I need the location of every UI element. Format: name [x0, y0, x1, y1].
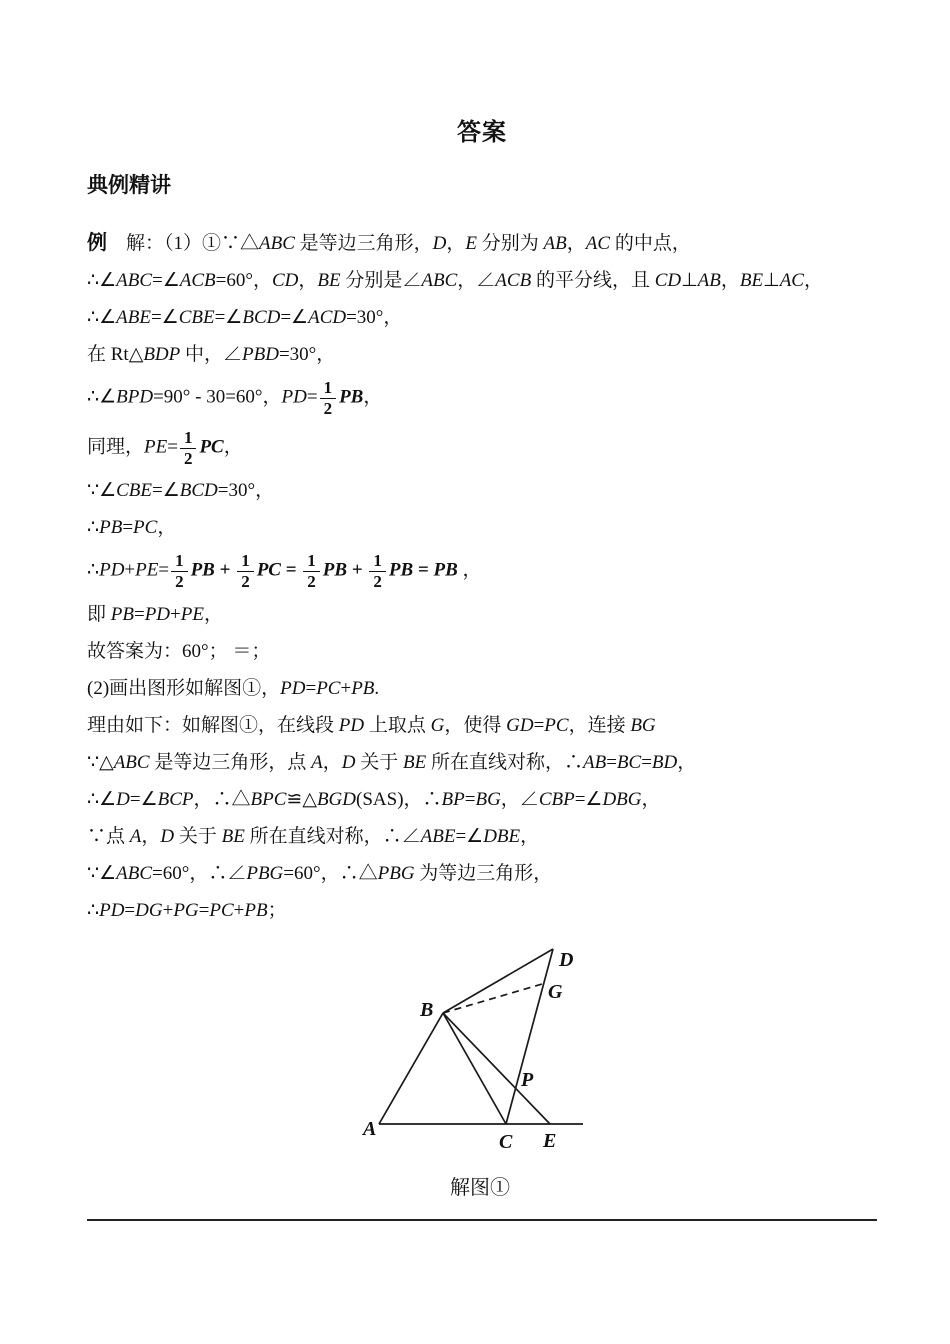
text-segment: 为等边三角形， [414, 863, 553, 885]
text-segment: ，连接 [568, 715, 631, 737]
text-segment: PC [133, 517, 158, 539]
text-segment: =∠ [455, 826, 484, 848]
text-segment: = [305, 678, 317, 700]
point-label-G: G [548, 981, 563, 1004]
text-segment: ∴∠ [87, 270, 117, 291]
section-heading: 典例精讲 [87, 174, 171, 197]
figure-caption: 解图① [450, 1177, 510, 1200]
dashed-segment-BG [443, 984, 542, 1013]
text-segment: 解：（1）①∵△ [107, 233, 260, 254]
text-segment: = [641, 752, 652, 774]
text-segment: = [198, 900, 210, 922]
text-segment: ∴∠ [87, 307, 117, 328]
text-segment: BDP [143, 344, 181, 365]
text-segment: ACB [495, 270, 532, 291]
text-segment: A [311, 752, 323, 774]
segment-BD [443, 949, 553, 1013]
segment-DC [506, 949, 553, 1124]
text-segment: PE [135, 560, 159, 582]
text-segment: 分别是∠ [340, 270, 422, 291]
text-segment: BPD [116, 386, 154, 408]
text-segment: ACB [179, 270, 216, 291]
page-title: 答案 [457, 119, 507, 146]
text-segment: ABC [259, 233, 295, 254]
footer-rule [87, 1219, 877, 1221]
text-segment: CBE [116, 480, 153, 502]
text-segment: =60°，∴△ [283, 863, 378, 885]
text-segment: PD [280, 678, 306, 700]
text-segment: PBG [246, 863, 284, 885]
text-segment: BE [317, 270, 341, 291]
text-segment: CBE [178, 307, 215, 328]
text-segment: ABC [116, 270, 153, 291]
text-segment: + [233, 900, 245, 922]
text-segment: 关于 [355, 752, 403, 774]
text-segment: ∵点 [87, 826, 130, 848]
text-segment: ABC [421, 270, 458, 291]
text-segment: =60°， [215, 270, 272, 291]
text-segment: D [116, 789, 130, 811]
text-segment: = [464, 789, 476, 811]
text-segment: =∠ [152, 480, 180, 502]
text-segment: PC [316, 678, 341, 700]
text-segment: D [341, 752, 356, 774]
point-label-P: P [521, 1069, 534, 1092]
solution-line [87, 379, 877, 418]
text-segment: 所在直线对称，∴ [426, 752, 583, 774]
text-segment: E [465, 233, 478, 254]
solution-line [87, 478, 877, 504]
text-segment: PBD [242, 344, 279, 365]
text-segment: ， [457, 560, 482, 582]
text-segment: = [533, 715, 545, 737]
text-segment: 的中点， [610, 233, 691, 254]
text-segment: 例 [87, 232, 107, 254]
text-segment: BP [441, 789, 465, 811]
geometry-figure [360, 936, 600, 1171]
solution-line [87, 713, 877, 739]
solution-line [87, 861, 877, 887]
text-segment: PB [244, 900, 268, 922]
solution-line [87, 602, 877, 628]
text-segment: PD [338, 715, 365, 737]
text-segment: 在 Rt△ [87, 344, 144, 365]
text-segment: = [158, 560, 170, 582]
text-segment: PC [256, 560, 281, 582]
text-segment: 同理， [87, 436, 145, 458]
text-segment: ∴∠ [87, 789, 117, 811]
solution-figure [360, 936, 600, 1201]
solution-line [87, 515, 877, 541]
solution-line [87, 824, 877, 850]
text-segment: PB [433, 560, 458, 582]
text-segment: ⊥ [681, 270, 698, 291]
fraction: $\frac{1}{2}$ [320, 379, 337, 418]
text-segment: G [430, 715, 445, 737]
text-segment: ， [223, 436, 243, 458]
text-segment: PB [99, 517, 123, 539]
solution-line [87, 552, 877, 591]
fraction: $\frac{1}{2}$ [237, 552, 254, 591]
text-segment: 分别为 [477, 233, 544, 254]
text-segment: DG [135, 900, 163, 922]
text-segment: 故答案为：60°； ＝； [87, 641, 271, 663]
text-segment: GD [506, 715, 534, 737]
text-segment: BGD [316, 789, 357, 811]
text-segment: ， [141, 826, 161, 848]
text-segment: DBE [483, 826, 521, 848]
text-segment: + [340, 678, 352, 700]
text-segment: PB [110, 604, 134, 626]
text-segment: PE [144, 436, 168, 458]
text-segment: BC [616, 752, 642, 774]
fraction: $\frac{1}{2}$ [180, 429, 197, 468]
text-segment: =60°，∴∠ [152, 863, 247, 885]
fraction: $\frac{1}{2}$ [171, 552, 188, 591]
text-segment: ABC [116, 863, 153, 885]
text-segment: ， [157, 517, 177, 539]
solution-line [87, 750, 877, 776]
text-segment: = [122, 517, 134, 539]
text-segment: ，∠ [500, 789, 539, 811]
text-segment: = [124, 900, 136, 922]
text-segment: D [160, 826, 175, 848]
text-segment: PG [173, 900, 199, 922]
text-segment: PD [144, 604, 171, 626]
text-segment: = [606, 752, 617, 774]
text-segment: =30°， [278, 344, 336, 365]
text-segment: BD [651, 752, 678, 774]
text-segment: 上取点 [364, 715, 431, 737]
text-segment: + [170, 604, 181, 626]
text-segment: + [162, 900, 174, 922]
solution-line [87, 429, 877, 468]
text-segment: = [280, 560, 302, 582]
text-segment: ， [803, 270, 823, 291]
text-segment: PB [339, 386, 364, 408]
point-label-E: E [543, 1130, 557, 1153]
solution-line [87, 230, 877, 257]
text-segment: PBG [377, 863, 415, 885]
text-segment: AB [582, 752, 607, 774]
text-segment: ∴ [87, 560, 100, 582]
point-label-D: D [559, 949, 574, 972]
text-segment: PB [190, 560, 215, 582]
text-segment: . [374, 678, 380, 700]
text-segment: PB [351, 678, 375, 700]
text-segment: =∠ [574, 789, 603, 811]
text-segment: =30°， [346, 307, 403, 328]
text-segment: BG [475, 789, 501, 811]
text-segment: =∠ [129, 789, 158, 811]
text-segment: 关于 [174, 826, 222, 848]
fraction: $\frac{1}{2}$ [303, 552, 320, 591]
text-segment: ， [677, 752, 697, 774]
text-segment: 是等边三角形，点 [149, 752, 312, 774]
text-segment: PE [180, 604, 204, 626]
text-segment: ； [267, 900, 287, 922]
text-segment: ， [363, 386, 383, 408]
text-segment: 即 [87, 604, 111, 626]
point-label-B: B [420, 999, 434, 1022]
text-segment: ABE [116, 307, 151, 328]
text-segment: ∵△ [87, 752, 114, 774]
text-segment: = [413, 560, 434, 582]
text-segment: AB [543, 233, 567, 254]
text-segment: ， [322, 752, 342, 774]
text-segment: PC [199, 436, 224, 458]
text-segment: PC [544, 715, 569, 737]
text-segment: ， [720, 270, 740, 291]
text-segment: BCP [157, 789, 194, 811]
text-segment: ABE [420, 826, 456, 848]
text-segment: 所在直线对称，∴∠ [244, 826, 421, 848]
text-segment: ， [520, 826, 540, 848]
text-segment: BG [630, 715, 656, 737]
solution-line [87, 268, 877, 294]
text-segment: = [306, 386, 318, 408]
solution-lines [87, 230, 877, 924]
text-segment: A [129, 826, 142, 848]
text-segment: ， [203, 604, 223, 626]
text-segment: =∠ [152, 270, 180, 291]
text-segment: ， [298, 270, 318, 291]
text-segment: (2)画出图形如解图①， [87, 678, 281, 700]
text-segment: ∵∠ [87, 480, 117, 502]
text-segment: BE [739, 270, 764, 291]
text-segment: BPC [250, 789, 287, 811]
text-segment: PD [99, 560, 125, 582]
text-segment: ， [566, 233, 586, 254]
text-segment: PD [99, 900, 125, 922]
point-label-A: A [363, 1118, 377, 1141]
text-segment: =∠ [150, 307, 179, 328]
text-segment: AC [779, 270, 804, 291]
text-segment: 是等边三角形， [294, 233, 433, 254]
text-segment: AC [585, 233, 611, 254]
solution-line [87, 787, 877, 813]
text-segment: =30°， [217, 480, 275, 502]
text-segment: ≌△ [286, 789, 317, 811]
solution-line [87, 342, 877, 368]
fraction: $\frac{1}{2}$ [369, 552, 386, 591]
solution-line [87, 898, 877, 924]
text-segment: + [124, 560, 136, 582]
text-segment: =90° - 30=60°， [153, 386, 282, 408]
text-segment: ∴ [87, 517, 100, 539]
text-segment: (SAS)，∴ [356, 789, 442, 811]
text-segment: BCD [179, 480, 218, 502]
solution-line [87, 676, 877, 702]
text-segment: BCD [242, 307, 281, 328]
text-segment: 理由如下：如解图①，在线段 [87, 715, 339, 737]
text-segment: PB [322, 560, 348, 582]
text-segment: ，∠ [457, 270, 496, 291]
text-segment: D [432, 233, 447, 254]
text-segment: 的平分线，且 [531, 270, 655, 291]
text-segment: ，∴△ [193, 789, 251, 811]
text-segment: ， [446, 233, 466, 254]
text-segment: PC [209, 900, 234, 922]
text-segment: ∴∠ [87, 386, 117, 408]
text-segment: ∵∠ [87, 863, 117, 885]
text-segment: + [214, 560, 236, 582]
text-segment: CD [654, 270, 682, 291]
text-segment: =∠ [214, 307, 243, 328]
text-segment: = [133, 604, 145, 626]
text-segment: ∴ [87, 900, 100, 922]
text-segment: DBG [602, 789, 642, 811]
text-segment: 中，∠ [180, 344, 243, 365]
segment-AB [379, 1013, 443, 1124]
solution-line [87, 639, 877, 665]
text-segment: ABC [113, 752, 150, 774]
text-segment: ，使得 [444, 715, 507, 737]
text-segment: CD [271, 270, 299, 291]
text-segment: BE [402, 752, 427, 774]
text-segment: =∠ [280, 307, 309, 328]
text-segment: PD [281, 386, 307, 408]
text-segment: ⊥ [763, 270, 780, 291]
text-segment: = [167, 436, 178, 458]
point-label-C: C [499, 1131, 513, 1154]
text-segment: BE [221, 826, 245, 848]
text-segment: AB [697, 270, 721, 291]
text-segment: ACD [308, 307, 347, 328]
text-segment: PB [388, 560, 414, 582]
text-segment: + [347, 560, 368, 582]
text-segment: CBP [538, 789, 575, 811]
solution-line [87, 305, 877, 331]
text-segment: ， [641, 789, 661, 811]
